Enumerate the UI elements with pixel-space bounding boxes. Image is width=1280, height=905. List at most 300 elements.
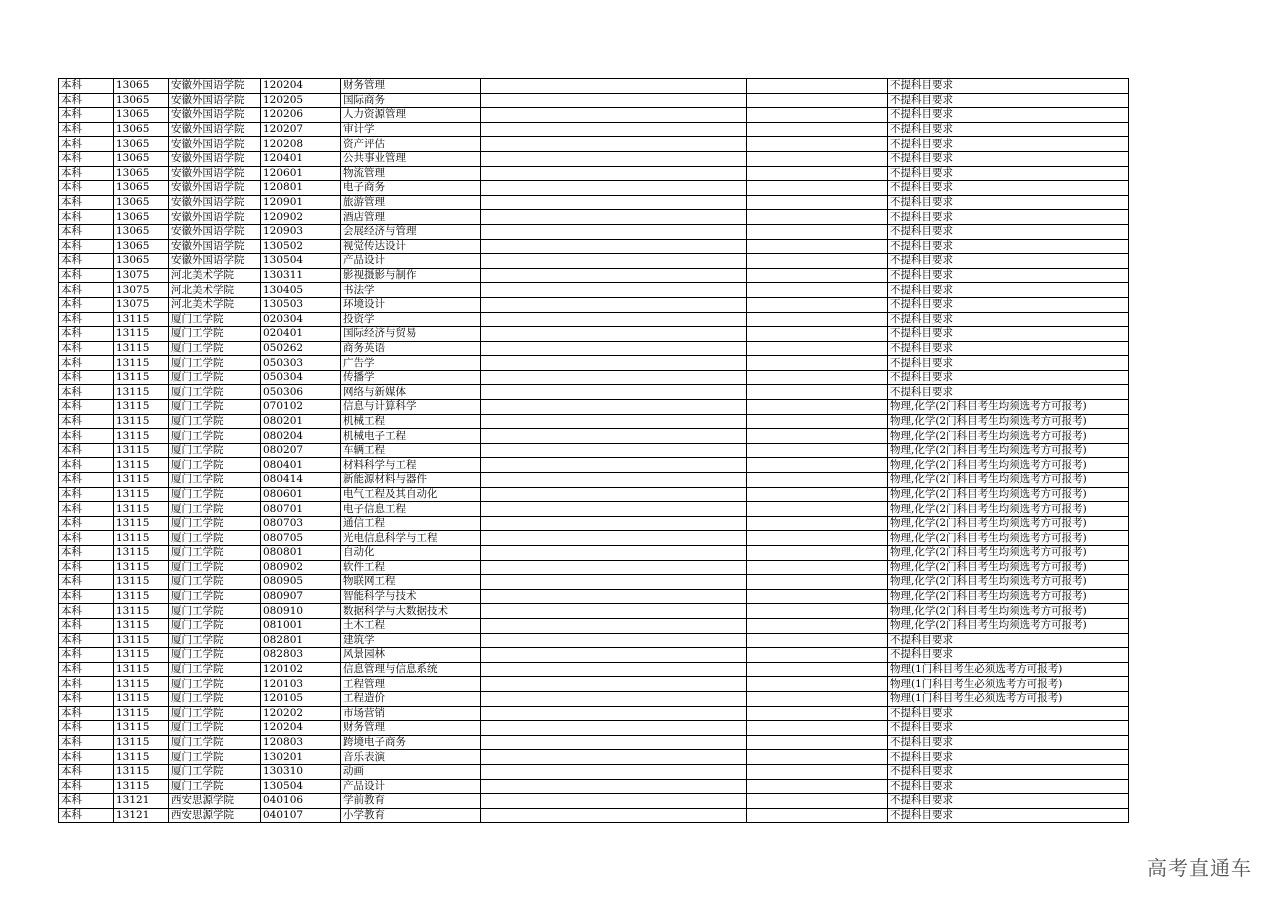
- school-name-cell: 安徽外国语学院: [169, 137, 261, 152]
- major-name-cell: 自动化: [341, 546, 481, 561]
- major-name-cell: 网络与新媒体: [341, 385, 481, 400]
- school-name-cell: 安徽外国语学院: [169, 239, 261, 254]
- empty-cell: [481, 560, 747, 575]
- major-name-cell: 旅游管理: [341, 195, 481, 210]
- level-cell: 本科: [59, 662, 114, 677]
- empty-cell: [747, 297, 888, 312]
- school-code-cell: 13065: [114, 181, 169, 196]
- school-name-cell: 厦门工学院: [169, 516, 261, 531]
- subject-requirement-cell: 物理(1门科目考生必须选考方可报考): [888, 691, 1129, 706]
- school-name-cell: 厦门工学院: [169, 575, 261, 590]
- school-code-cell: 13065: [114, 79, 169, 94]
- school-name-cell: 厦门工学院: [169, 589, 261, 604]
- level-cell: 本科: [59, 195, 114, 210]
- major-code-cell: 130503: [261, 297, 341, 312]
- school-code-cell: 13115: [114, 691, 169, 706]
- level-cell: 本科: [59, 356, 114, 371]
- empty-cell: [481, 414, 747, 429]
- subject-requirement-cell: 不提科目要求: [888, 79, 1129, 94]
- table-row: [59, 604, 1129, 619]
- table-row: [59, 210, 1129, 225]
- subject-requirement-cell: 物理,化学(2门科目考生均须选考方可报考): [888, 429, 1129, 444]
- empty-cell: [481, 487, 747, 502]
- school-code-cell: 13065: [114, 151, 169, 166]
- subject-requirement-cell: 物理,化学(2门科目考生均须选考方可报考): [888, 458, 1129, 473]
- subject-requirement-cell: 不提科目要求: [888, 721, 1129, 736]
- level-cell: 本科: [59, 385, 114, 400]
- subject-requirement-cell: 不提科目要求: [888, 312, 1129, 327]
- empty-cell: [481, 458, 747, 473]
- table-row: [59, 297, 1129, 312]
- level-cell: 本科: [59, 312, 114, 327]
- level-cell: 本科: [59, 487, 114, 502]
- major-code-cell: 120202: [261, 706, 341, 721]
- table-row: [59, 341, 1129, 356]
- empty-cell: [747, 122, 888, 137]
- subject-requirement-cell: 物理,化学(2门科目考生均须选考方可报考): [888, 575, 1129, 590]
- school-name-cell: 厦门工学院: [169, 487, 261, 502]
- empty-cell: [481, 618, 747, 633]
- major-code-cell: 080414: [261, 473, 341, 488]
- school-code-cell: 13065: [114, 166, 169, 181]
- subject-requirement-cell: 不提科目要求: [888, 195, 1129, 210]
- empty-cell: [747, 633, 888, 648]
- school-name-cell: 安徽外国语学院: [169, 181, 261, 196]
- major-name-cell: 会展经济与管理: [341, 224, 481, 239]
- empty-cell: [481, 677, 747, 692]
- subject-requirement-cell: 不提科目要求: [888, 239, 1129, 254]
- table-row: [59, 706, 1129, 721]
- school-code-cell: 13075: [114, 297, 169, 312]
- empty-cell: [481, 122, 747, 137]
- major-name-cell: 产品设计: [341, 254, 481, 269]
- major-name-cell: 光电信息科学与工程: [341, 531, 481, 546]
- subject-requirement-cell: 不提科目要求: [888, 808, 1129, 823]
- major-name-cell: 环境设计: [341, 297, 481, 312]
- school-code-cell: 13115: [114, 385, 169, 400]
- table-row: [59, 735, 1129, 750]
- empty-cell: [481, 794, 747, 809]
- school-code-cell: 13115: [114, 400, 169, 415]
- major-name-cell: 数据科学与大数据技术: [341, 604, 481, 619]
- table-row: [59, 312, 1129, 327]
- subject-requirement-cell: 不提科目要求: [888, 268, 1129, 283]
- major-name-cell: 电子信息工程: [341, 502, 481, 517]
- subject-requirement-cell: 物理,化学(2门科目考生均须选考方可报考): [888, 589, 1129, 604]
- empty-cell: [747, 166, 888, 181]
- school-name-cell: 厦门工学院: [169, 502, 261, 517]
- school-name-cell: 厦门工学院: [169, 677, 261, 692]
- subject-requirement-cell: 不提科目要求: [888, 356, 1129, 371]
- major-name-cell: 工程造价: [341, 691, 481, 706]
- subject-requirement-cell: 不提科目要求: [888, 735, 1129, 750]
- level-cell: 本科: [59, 794, 114, 809]
- subject-requirement-cell: 不提科目要求: [888, 254, 1129, 269]
- major-code-cell: 120601: [261, 166, 341, 181]
- major-code-cell: 050262: [261, 341, 341, 356]
- empty-cell: [481, 370, 747, 385]
- table-row: [59, 473, 1129, 488]
- school-name-cell: 安徽外国语学院: [169, 166, 261, 181]
- major-code-cell: 082801: [261, 633, 341, 648]
- table-row: [59, 254, 1129, 269]
- level-cell: 本科: [59, 589, 114, 604]
- level-cell: 本科: [59, 210, 114, 225]
- school-code-cell: 13115: [114, 502, 169, 517]
- table-row: [59, 648, 1129, 663]
- school-name-cell: 厦门工学院: [169, 327, 261, 342]
- major-requirements-table: [58, 78, 1129, 823]
- major-name-cell: 土木工程: [341, 618, 481, 633]
- major-code-cell: 130310: [261, 764, 341, 779]
- empty-cell: [747, 473, 888, 488]
- major-code-cell: 040107: [261, 808, 341, 823]
- level-cell: 本科: [59, 283, 114, 298]
- level-cell: 本科: [59, 604, 114, 619]
- empty-cell: [481, 385, 747, 400]
- level-cell: 本科: [59, 531, 114, 546]
- empty-cell: [481, 779, 747, 794]
- table-row: [59, 166, 1129, 181]
- empty-cell: [747, 721, 888, 736]
- table-row: [59, 268, 1129, 283]
- level-cell: 本科: [59, 516, 114, 531]
- major-name-cell: 国际商务: [341, 93, 481, 108]
- school-code-cell: 13115: [114, 546, 169, 561]
- school-code-cell: 13115: [114, 473, 169, 488]
- subject-requirement-cell: 不提科目要求: [888, 93, 1129, 108]
- table-row: [59, 137, 1129, 152]
- school-code-cell: 13075: [114, 283, 169, 298]
- major-code-cell: 080907: [261, 589, 341, 604]
- major-code-cell: 120206: [261, 108, 341, 123]
- empty-cell: [747, 764, 888, 779]
- empty-cell: [747, 443, 888, 458]
- level-cell: 本科: [59, 122, 114, 137]
- empty-cell: [481, 400, 747, 415]
- table-row: [59, 239, 1129, 254]
- school-code-cell: 13065: [114, 122, 169, 137]
- watermark-text: 高考直通车: [1147, 856, 1252, 880]
- empty-cell: [481, 210, 747, 225]
- empty-cell: [481, 312, 747, 327]
- school-code-cell: 13065: [114, 93, 169, 108]
- subject-requirement-cell: 物理,化学(2门科目考生均须选考方可报考): [888, 516, 1129, 531]
- school-code-cell: 13115: [114, 560, 169, 575]
- major-name-cell: 小学教育: [341, 808, 481, 823]
- school-name-cell: 安徽外国语学院: [169, 151, 261, 166]
- empty-cell: [747, 618, 888, 633]
- school-code-cell: 13115: [114, 662, 169, 677]
- school-name-cell: 厦门工学院: [169, 312, 261, 327]
- table-row: [59, 618, 1129, 633]
- empty-cell: [747, 691, 888, 706]
- school-name-cell: 安徽外国语学院: [169, 122, 261, 137]
- subject-requirement-cell: 不提科目要求: [888, 327, 1129, 342]
- major-code-cell: 120903: [261, 224, 341, 239]
- school-code-cell: 13115: [114, 750, 169, 765]
- major-code-cell: 080401: [261, 458, 341, 473]
- major-code-cell: 130311: [261, 268, 341, 283]
- school-code-cell: 13121: [114, 794, 169, 809]
- subject-requirement-cell: 不提科目要求: [888, 283, 1129, 298]
- empty-cell: [481, 575, 747, 590]
- major-code-cell: 120102: [261, 662, 341, 677]
- major-name-cell: 新能源材料与器件: [341, 473, 481, 488]
- table-row: [59, 546, 1129, 561]
- table-row: [59, 560, 1129, 575]
- table-row: [59, 487, 1129, 502]
- major-name-cell: 工程管理: [341, 677, 481, 692]
- major-code-cell: 080905: [261, 575, 341, 590]
- major-name-cell: 国际经济与贸易: [341, 327, 481, 342]
- subject-requirement-cell: 不提科目要求: [888, 385, 1129, 400]
- school-code-cell: 13115: [114, 531, 169, 546]
- school-name-cell: 安徽外国语学院: [169, 224, 261, 239]
- empty-cell: [747, 808, 888, 823]
- level-cell: 本科: [59, 166, 114, 181]
- table-row: [59, 283, 1129, 298]
- school-code-cell: 13115: [114, 589, 169, 604]
- level-cell: 本科: [59, 93, 114, 108]
- empty-cell: [481, 604, 747, 619]
- subject-requirement-cell: 不提科目要求: [888, 224, 1129, 239]
- empty-cell: [481, 341, 747, 356]
- table-row: [59, 181, 1129, 196]
- table-row: [59, 779, 1129, 794]
- major-name-cell: 风景园林: [341, 648, 481, 663]
- empty-cell: [747, 735, 888, 750]
- level-cell: 本科: [59, 502, 114, 517]
- school-code-cell: 13115: [114, 706, 169, 721]
- major-name-cell: 广告学: [341, 356, 481, 371]
- empty-cell: [481, 735, 747, 750]
- table-row: [59, 79, 1129, 94]
- table-row: [59, 794, 1129, 809]
- subject-requirement-cell: 不提科目要求: [888, 210, 1129, 225]
- school-name-cell: 厦门工学院: [169, 458, 261, 473]
- table-row: [59, 400, 1129, 415]
- major-code-cell: 050306: [261, 385, 341, 400]
- level-cell: 本科: [59, 268, 114, 283]
- level-cell: 本科: [59, 458, 114, 473]
- level-cell: 本科: [59, 473, 114, 488]
- school-code-cell: 13115: [114, 370, 169, 385]
- major-code-cell: 081001: [261, 618, 341, 633]
- empty-cell: [481, 546, 747, 561]
- table-row: [59, 808, 1129, 823]
- subject-requirement-cell: 物理,化学(2门科目考生均须选考方可报考): [888, 414, 1129, 429]
- subject-requirement-cell: 不提科目要求: [888, 297, 1129, 312]
- table-row: [59, 327, 1129, 342]
- school-name-cell: 厦门工学院: [169, 662, 261, 677]
- subject-requirement-cell: 不提科目要求: [888, 122, 1129, 137]
- subject-requirement-cell: 不提科目要求: [888, 706, 1129, 721]
- major-name-cell: 投资学: [341, 312, 481, 327]
- school-name-cell: 厦门工学院: [169, 356, 261, 371]
- major-code-cell: 120803: [261, 735, 341, 750]
- empty-cell: [747, 210, 888, 225]
- subject-requirement-cell: 不提科目要求: [888, 750, 1129, 765]
- empty-cell: [481, 516, 747, 531]
- major-name-cell: 学前教育: [341, 794, 481, 809]
- empty-cell: [747, 604, 888, 619]
- subject-requirement-cell: 物理,化学(2门科目考生均须选考方可报考): [888, 560, 1129, 575]
- major-code-cell: 120207: [261, 122, 341, 137]
- empty-cell: [481, 764, 747, 779]
- major-name-cell: 电子商务: [341, 181, 481, 196]
- major-code-cell: 080701: [261, 502, 341, 517]
- school-code-cell: 13115: [114, 633, 169, 648]
- major-name-cell: 产品设计: [341, 779, 481, 794]
- empty-cell: [481, 691, 747, 706]
- level-cell: 本科: [59, 691, 114, 706]
- subject-requirement-cell: 不提科目要求: [888, 794, 1129, 809]
- level-cell: 本科: [59, 429, 114, 444]
- school-code-cell: 13065: [114, 195, 169, 210]
- level-cell: 本科: [59, 808, 114, 823]
- subject-requirement-cell: 不提科目要求: [888, 764, 1129, 779]
- level-cell: 本科: [59, 677, 114, 692]
- empty-cell: [747, 93, 888, 108]
- empty-cell: [481, 239, 747, 254]
- major-name-cell: 物联网工程: [341, 575, 481, 590]
- school-code-cell: 13115: [114, 327, 169, 342]
- major-name-cell: 财务管理: [341, 79, 481, 94]
- school-code-cell: 13115: [114, 618, 169, 633]
- major-name-cell: 影视摄影与制作: [341, 268, 481, 283]
- empty-cell: [481, 633, 747, 648]
- major-name-cell: 市场营销: [341, 706, 481, 721]
- empty-cell: [481, 502, 747, 517]
- major-code-cell: 120901: [261, 195, 341, 210]
- school-name-cell: 厦门工学院: [169, 764, 261, 779]
- empty-cell: [747, 429, 888, 444]
- empty-cell: [747, 546, 888, 561]
- empty-cell: [481, 808, 747, 823]
- empty-cell: [481, 589, 747, 604]
- major-code-cell: 120103: [261, 677, 341, 692]
- school-name-cell: 厦门工学院: [169, 721, 261, 736]
- empty-cell: [481, 151, 747, 166]
- school-name-cell: 厦门工学院: [169, 691, 261, 706]
- empty-cell: [747, 341, 888, 356]
- empty-cell: [481, 166, 747, 181]
- level-cell: 本科: [59, 370, 114, 385]
- major-code-cell: 070102: [261, 400, 341, 415]
- subject-requirement-cell: 物理,化学(2门科目考生均须选考方可报考): [888, 443, 1129, 458]
- empty-cell: [747, 648, 888, 663]
- major-code-cell: 080801: [261, 546, 341, 561]
- level-cell: 本科: [59, 443, 114, 458]
- school-name-cell: 厦门工学院: [169, 618, 261, 633]
- major-name-cell: 机械工程: [341, 414, 481, 429]
- subject-requirement-cell: 不提科目要求: [888, 648, 1129, 663]
- school-code-cell: 13115: [114, 341, 169, 356]
- subject-requirement-cell: 物理(1门科目考生必须选考方可报考): [888, 677, 1129, 692]
- subject-requirement-cell: 物理,化学(2门科目考生均须选考方可报考): [888, 487, 1129, 502]
- school-code-cell: 13115: [114, 648, 169, 663]
- school-name-cell: 厦门工学院: [169, 429, 261, 444]
- school-name-cell: 厦门工学院: [169, 473, 261, 488]
- level-cell: 本科: [59, 414, 114, 429]
- major-name-cell: 跨境电子商务: [341, 735, 481, 750]
- major-code-cell: 120208: [261, 137, 341, 152]
- school-name-cell: 河北美术学院: [169, 297, 261, 312]
- major-name-cell: 视觉传达设计: [341, 239, 481, 254]
- major-name-cell: 人力资源管理: [341, 108, 481, 123]
- level-cell: 本科: [59, 239, 114, 254]
- school-name-cell: 西安思源学院: [169, 808, 261, 823]
- subject-requirement-cell: 不提科目要求: [888, 633, 1129, 648]
- school-code-cell: 13115: [114, 414, 169, 429]
- school-name-cell: 厦门工学院: [169, 546, 261, 561]
- major-code-cell: 020304: [261, 312, 341, 327]
- empty-cell: [747, 662, 888, 677]
- level-cell: 本科: [59, 735, 114, 750]
- level-cell: 本科: [59, 79, 114, 94]
- table-row: [59, 443, 1129, 458]
- empty-cell: [747, 750, 888, 765]
- empty-cell: [747, 195, 888, 210]
- empty-cell: [747, 560, 888, 575]
- empty-cell: [481, 531, 747, 546]
- school-code-cell: 13115: [114, 458, 169, 473]
- school-name-cell: 安徽外国语学院: [169, 108, 261, 123]
- empty-cell: [481, 93, 747, 108]
- major-code-cell: 080201: [261, 414, 341, 429]
- table-row: [59, 633, 1129, 648]
- empty-cell: [481, 297, 747, 312]
- major-name-cell: 审计学: [341, 122, 481, 137]
- empty-cell: [747, 108, 888, 123]
- major-code-cell: 080910: [261, 604, 341, 619]
- school-code-cell: 13115: [114, 779, 169, 794]
- school-code-cell: 13115: [114, 604, 169, 619]
- table-row: [59, 370, 1129, 385]
- level-cell: 本科: [59, 618, 114, 633]
- table-row: [59, 151, 1129, 166]
- empty-cell: [481, 473, 747, 488]
- empty-cell: [747, 224, 888, 239]
- table-row: [59, 677, 1129, 692]
- empty-cell: [481, 648, 747, 663]
- major-name-cell: 信息与计算科学: [341, 400, 481, 415]
- school-code-cell: 13115: [114, 429, 169, 444]
- empty-cell: [481, 224, 747, 239]
- table-row: [59, 575, 1129, 590]
- major-code-cell: 130504: [261, 254, 341, 269]
- school-code-cell: 13075: [114, 268, 169, 283]
- major-name-cell: 物流管理: [341, 166, 481, 181]
- major-code-cell: 120401: [261, 151, 341, 166]
- school-code-cell: 13115: [114, 356, 169, 371]
- school-code-cell: 13115: [114, 764, 169, 779]
- empty-cell: [747, 268, 888, 283]
- major-code-cell: 080601: [261, 487, 341, 502]
- empty-cell: [747, 181, 888, 196]
- empty-cell: [747, 779, 888, 794]
- empty-cell: [747, 370, 888, 385]
- level-cell: 本科: [59, 764, 114, 779]
- empty-cell: [481, 283, 747, 298]
- empty-cell: [747, 575, 888, 590]
- school-code-cell: 13115: [114, 677, 169, 692]
- school-code-cell: 13115: [114, 443, 169, 458]
- major-code-cell: 080204: [261, 429, 341, 444]
- level-cell: 本科: [59, 706, 114, 721]
- major-code-cell: 120105: [261, 691, 341, 706]
